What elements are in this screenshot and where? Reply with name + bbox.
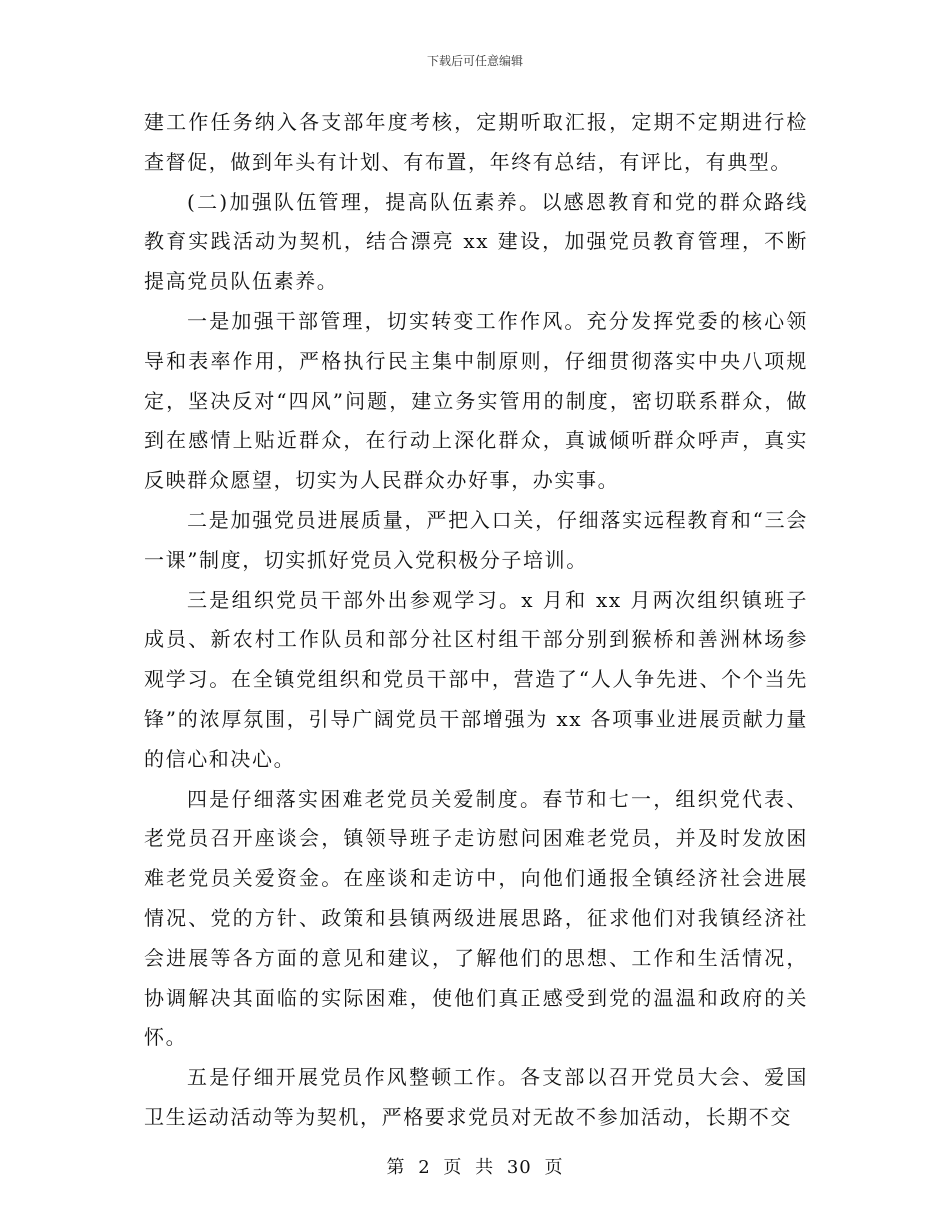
paragraph-2: (二)加强队伍管理，提高队伍素养。以感恩教育和党的群众路线教育实践活动为契机，结合漂亮 xx 建设，加强党员教育管理，不断提高党员队伍素养。 (144, 189, 808, 294)
document-body (144, 103, 808, 1138)
paragraph-4: 二是加强党员进展质量，严把入口关，仔细落实远程教育和“三会一课”制度，切实抓好党员入党积极分子培训。 (144, 507, 808, 572)
page-footer: 第 2 页 共 30 页 (386, 1157, 564, 1178)
page-header: 下载后可任意编辑 (426, 54, 523, 68)
paragraph-6: 四是仔细落实困难老党员关爱制度。春节和七一，组织党代表、老党员召开座谈会，镇领导班子走访慰问困难老党员，并及时发放困难老党员关爱资金。在座谈和走访中，向他们通报全镇经济社会进展情况、党的方针、政策和县镇两级进展思路，征求他们对我镇经济社会进展等各方面的意见和建议，了解他们的思想、工作和生活情况，协调解决其面临的实际困难，使他们真正感受到党的温温和政府的关怀。 (144, 786, 808, 1050)
paragraph-5: 三是组织党员干部外出参观学习。x 月和 xx 月两次组织镇班子成员、新农村工作队员和部分社区村组干部分别到猴桥和善洲林场参观学习。在全镇党组织和党员干部中，营造了“人人争先进、个个当先锋”的浓厚氛围，引导广阔党员干部增强为 xx 各项事业进展贡献力量的信心和决心。 (144, 587, 808, 771)
paragraph-1: 建工作任务纳入各支部年度考核，定期听取汇报，定期不定期进行检查督促，做到年头有计划、有布置，年终有总结，有评比，有典型。 (144, 110, 808, 174)
paragraph-3: 一是加强干部管理，切实转变工作作风。充分发挥党委的核心领导和表率作用，严格执行民主集中制原则，仔细贯彻落实中央八项规定，坚决反对“四风”问题，建立务实管用的制度，密切联系群众，做到在感情上贴近群众，在行动上深化群众，真诚倾听群众呼声，真实反映群众愿望，切实为人民群众办好事，办实事。 (144, 308, 808, 493)
paragraph-7: 五是仔细开展党员作风整顿工作。各支部以召开党员大会、爱国卫生运动活动等为契机，严格要求党员对无故不参加活动，长期不交 (144, 1065, 808, 1129)
